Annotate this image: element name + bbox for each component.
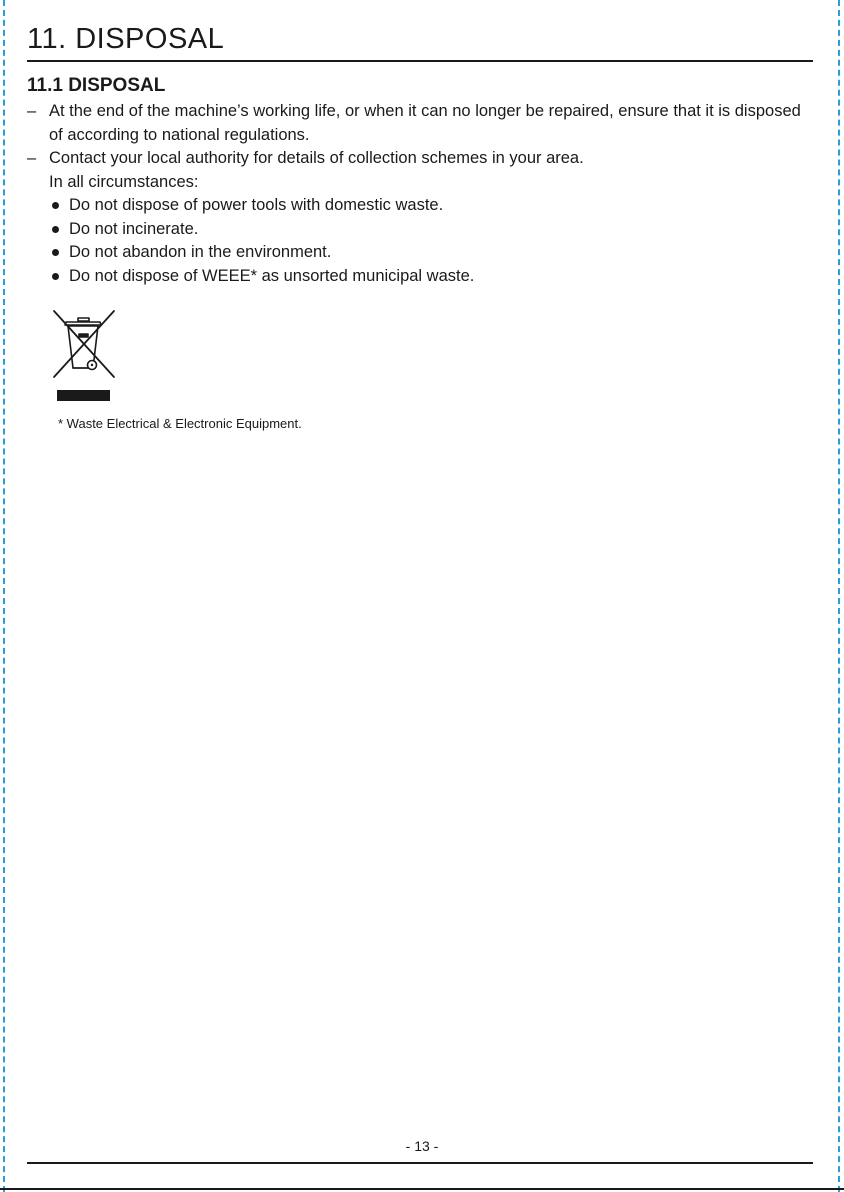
dash-marker: – (27, 149, 37, 167)
cut-line-right (838, 0, 840, 1192)
page-title: 11. DISPOSAL (27, 23, 225, 55)
bullet-icon (52, 273, 59, 280)
list-item-text: Do not incinerate. (69, 219, 199, 238)
bullet-icon (52, 226, 59, 233)
weee-solid-bar (57, 390, 110, 401)
page-number: - 13 - (405, 1138, 439, 1154)
title-rule (27, 60, 813, 62)
list-item (27, 194, 817, 218)
disposal-content (27, 100, 817, 288)
list-item-text: Do not abandon in the environment. (69, 243, 332, 261)
page-edge-rule (0, 1188, 844, 1190)
bullet-icon (52, 202, 59, 209)
bullet-icon (52, 249, 59, 256)
section-heading: 11.1 DISPOSAL (27, 75, 166, 96)
instruction-item (27, 100, 817, 147)
list-item-text: Do not dispose of power tools with domestic waste. (69, 196, 444, 214)
dash-marker: – (27, 102, 37, 120)
list-item (27, 265, 817, 289)
instruction-text: At the end of the machine’s working life, or when it can no longer be repaired, ensure that it is disposed of according to national regulations. (49, 102, 801, 144)
instruction-item (27, 147, 817, 171)
cut-line-left (3, 0, 5, 1192)
crossed-out-wheelie-bin-icon (52, 309, 116, 381)
instruction-text: Contact your local authority for details of collection schemes in your area. (49, 149, 584, 167)
list-item-text: Do not dispose of WEEE* as unsorted municipal waste. (69, 266, 475, 285)
list-item (27, 218, 817, 242)
list-item (27, 241, 817, 265)
footnote: * Waste Electrical & Electronic Equipment. (58, 416, 302, 431)
circumstances-intro: In all circumstances: (49, 172, 199, 191)
footer-rule (27, 1162, 813, 1164)
